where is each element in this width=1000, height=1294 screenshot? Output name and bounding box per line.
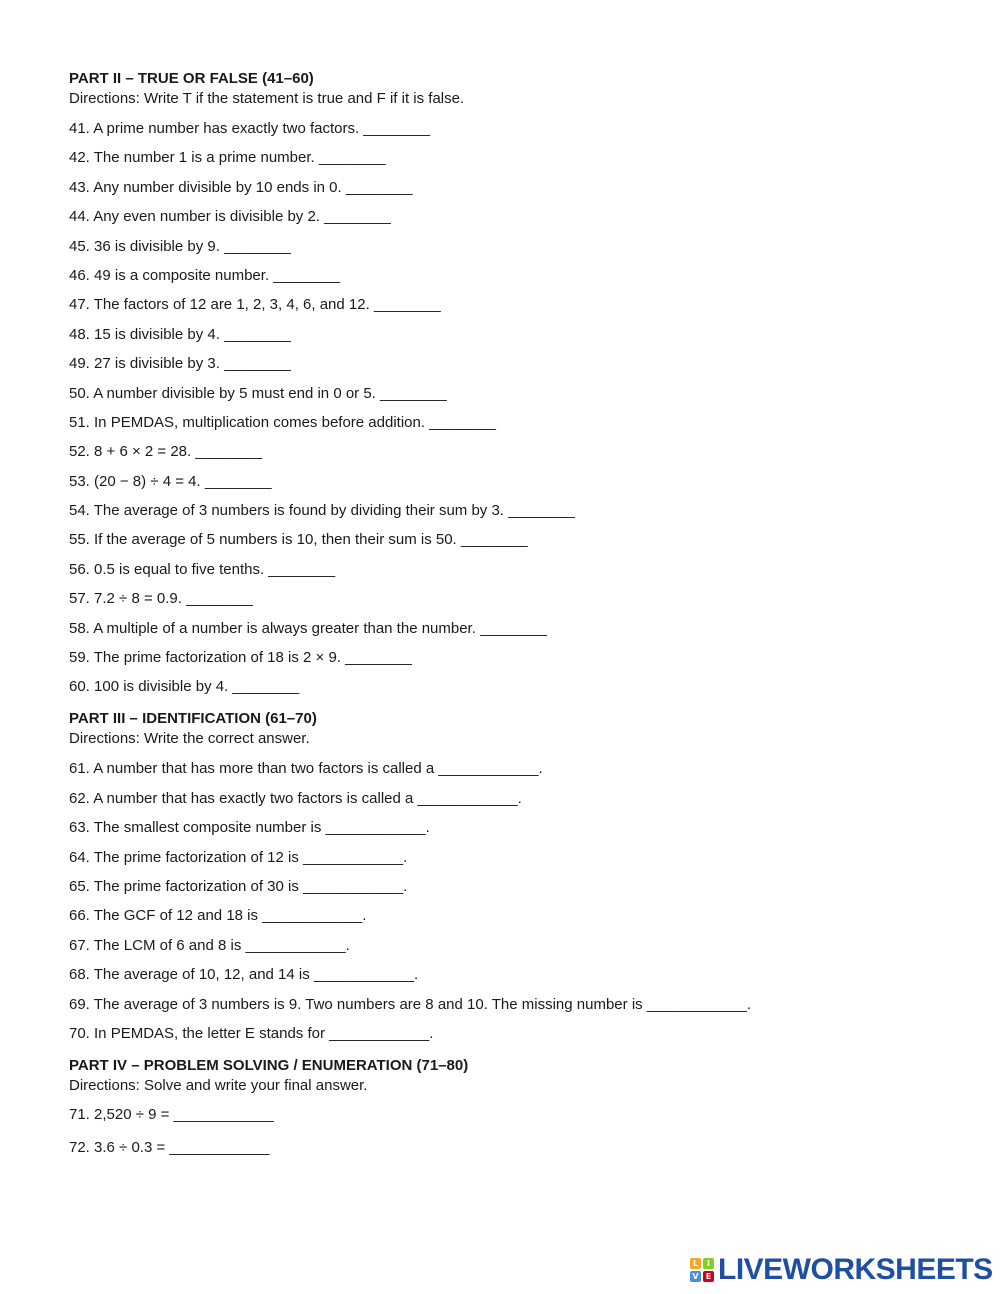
logo-tile-v: V <box>690 1271 701 1282</box>
part-ii-directions: Directions: Write T if the statement is true and F if it is false. <box>69 90 465 107</box>
question-49[interactable]: 49. 27 is divisible by 3. ________ <box>69 355 291 373</box>
question-70[interactable]: 70. In PEMDAS, the letter E stands for ____________. <box>69 1024 434 1042</box>
part-ii-section <box>69 70 969 696</box>
question-47[interactable]: 47. The factors of 12 are 1, 2, 3, 4, 6, and 12. ________ <box>69 296 441 314</box>
question-42[interactable]: 42. The number 1 is a prime number. ________ <box>69 149 386 167</box>
liveworksheets-logo <box>690 1254 993 1286</box>
part-iv-title: PART IV – PROBLEM SOLVING / ENUMERATION (71–80) <box>69 1056 469 1074</box>
question-63[interactable]: 63. The smallest composite number is ____________. <box>69 819 430 837</box>
question-41[interactable]: 41. A prime number has exactly two factors. ________ <box>69 120 431 137</box>
question-61[interactable]: 61. A number that has more than two factors is called a ____________. <box>69 760 543 778</box>
question-44[interactable]: 44. Any even number is divisible by 2. ________ <box>69 208 391 226</box>
question-50[interactable]: 50. A number divisible by 5 must end in 0 or 5. ________ <box>69 384 447 402</box>
question-58[interactable]: 58. A multiple of a number is always greater than the number. ________ <box>69 619 547 637</box>
question-72[interactable]: 72. 3.6 ÷ 0.3 = ____________ <box>69 1138 270 1156</box>
part-iii-title: PART III – IDENTIFICATION (61–70) <box>69 710 317 728</box>
part-iv-directions: Directions: Solve and write your final answer. <box>69 1076 368 1094</box>
question-67[interactable]: 67. The LCM of 6 and 8 is ____________. <box>69 936 350 954</box>
part-iii-directions: Directions: Write the correct answer. <box>69 730 310 748</box>
logo-tile-i: I <box>703 1258 714 1269</box>
question-57[interactable]: 57. 7.2 ÷ 8 = 0.9. ________ <box>69 590 253 608</box>
question-54[interactable]: 54. The average of 3 numbers is found by dividing their sum by 3. ________ <box>69 502 575 520</box>
part-ii-title: PART II – TRUE OR FALSE (41–60) <box>69 70 314 87</box>
question-46[interactable]: 46. 49 is a composite number. ________ <box>69 266 341 284</box>
question-64[interactable]: 64. The prime factorization of 12 is ____________. <box>69 848 408 866</box>
question-69[interactable]: 69. The average of 3 numbers is 9. Two numbers are 8 and 10. The missing number is ____________. <box>69 995 752 1013</box>
question-71[interactable]: 71. 2,520 ÷ 9 = ____________ <box>69 1105 274 1123</box>
question-56[interactable]: 56. 0.5 is equal to five tenths. ________ <box>69 560 336 578</box>
question-53[interactable]: 53. (20 − 8) ÷ 4 = 4. ________ <box>69 472 272 490</box>
question-48[interactable]: 48. 15 is divisible by 4. ________ <box>69 325 291 343</box>
question-43[interactable]: 43. Any number divisible by 10 ends in 0. ________ <box>69 178 413 196</box>
part-ii-questions <box>69 120 969 696</box>
logo-text: LIVEWORKSHEETS <box>718 1253 993 1286</box>
question-55[interactable]: 55. If the average of 5 numbers is 10, then their sum is 50. ________ <box>69 531 528 549</box>
worksheet <box>69 70 969 1172</box>
part-iv-questions <box>69 1106 969 1157</box>
question-65[interactable]: 65. The prime factorization of 30 is ____________. <box>69 877 408 895</box>
part-iii-questions <box>69 760 969 1043</box>
question-52[interactable]: 52. 8 + 6 × 2 = 28. ________ <box>69 443 263 461</box>
question-66[interactable]: 66. The GCF of 12 and 18 is ____________. <box>69 907 367 925</box>
logo-tile-l: L <box>690 1258 701 1269</box>
question-62[interactable]: 62. A number that has exactly two factors is called a ____________. <box>69 789 522 807</box>
part-iv-section <box>69 1057 969 1157</box>
question-45[interactable]: 45. 36 is divisible by 9. ________ <box>69 237 291 255</box>
logo-tiles-icon <box>690 1258 714 1282</box>
question-60[interactable]: 60. 100 is divisible by 4. ________ <box>69 678 300 696</box>
logo-tile-e: E <box>703 1271 714 1282</box>
question-59[interactable]: 59. The prime factorization of 18 is 2 × 9. ________ <box>69 649 412 667</box>
question-68[interactable]: 68. The average of 10, 12, and 14 is ____________. <box>69 966 419 984</box>
question-51[interactable]: 51. In PEMDAS, multiplication comes before addition. ________ <box>69 413 496 431</box>
part-iii-section <box>69 710 969 1043</box>
